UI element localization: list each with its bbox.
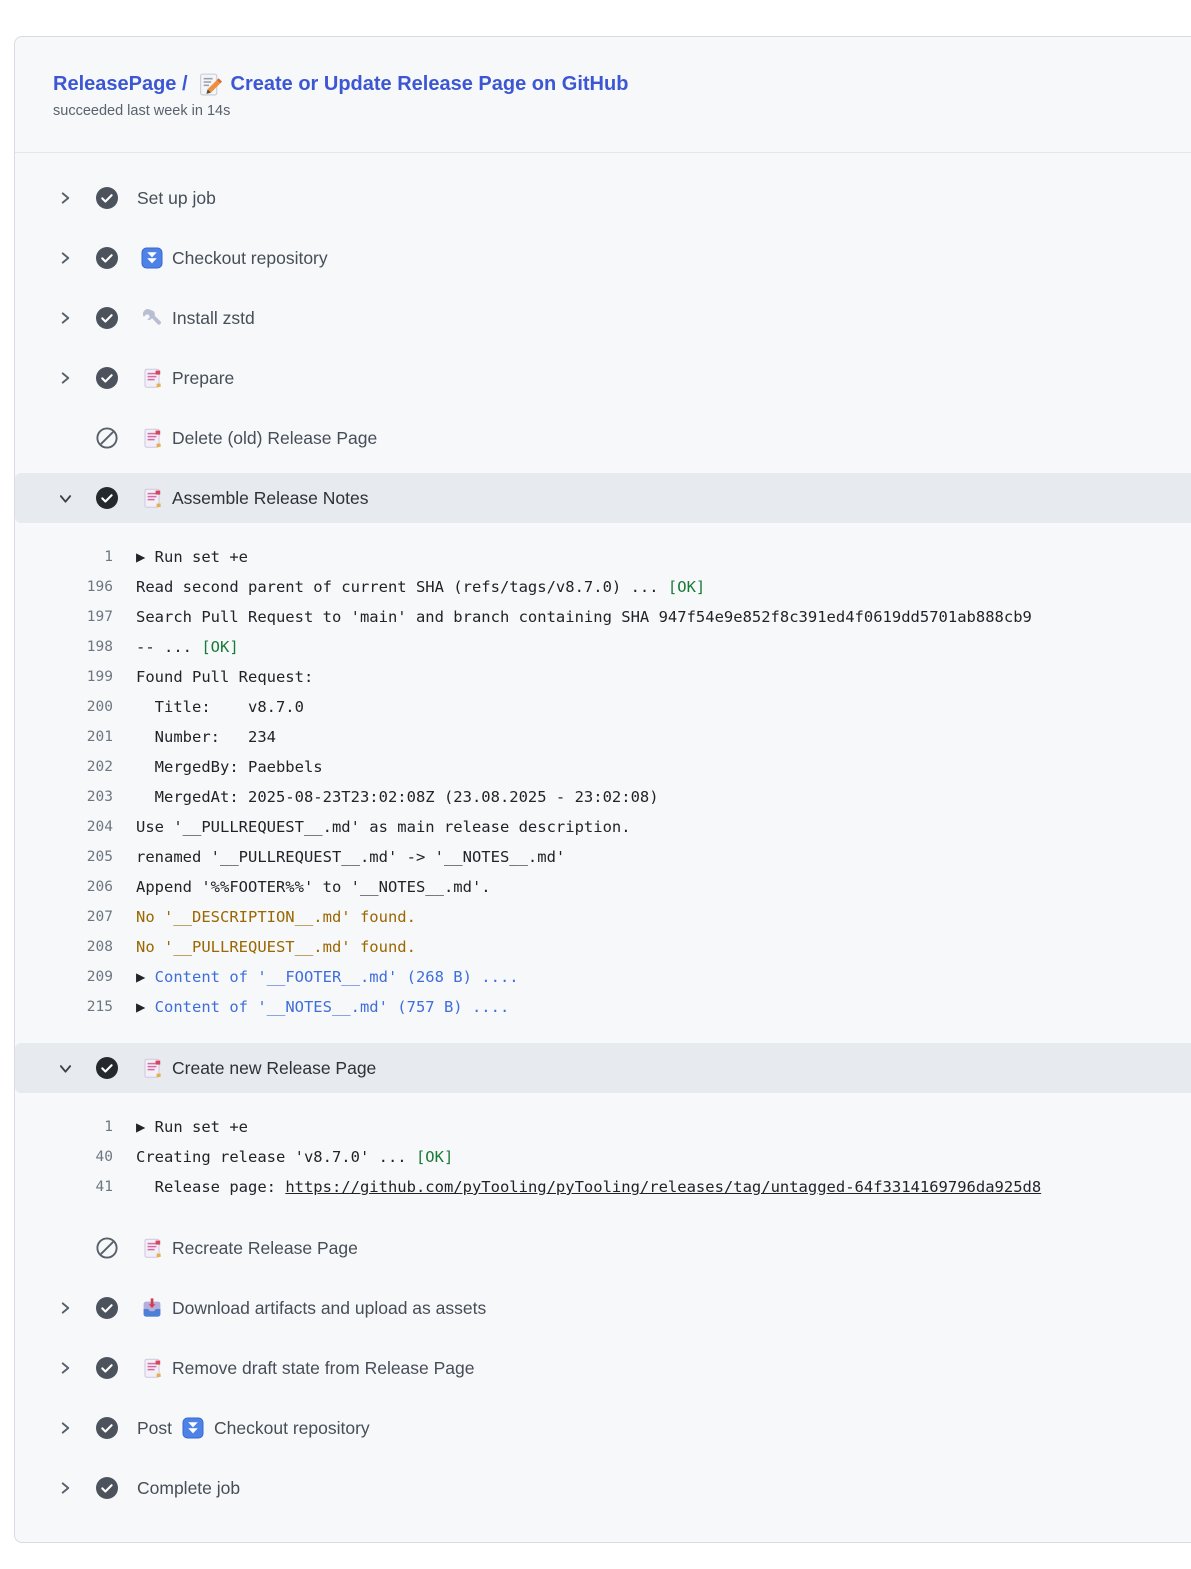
step-label: Assemble Release Notes <box>172 487 369 508</box>
log-line <box>15 1112 1191 1142</box>
log-line <box>15 542 1191 572</box>
release-page-link[interactable]: https://github.com/pyTooling/pyTooling/releases/tag/untagged-64f3314169796da925d8 <box>285 1178 1042 1196</box>
log-assemble-release-notes <box>15 523 1191 1043</box>
step-prepare[interactable] <box>15 348 1191 408</box>
breadcrumb[interactable]: ReleasePage / <box>53 73 188 95</box>
chevron-right-icon[interactable] <box>59 1301 72 1315</box>
skipped-icon <box>96 1237 118 1259</box>
line-number[interactable]: 215 <box>86 999 113 1015</box>
log-line <box>15 692 1191 722</box>
line-number[interactable]: 199 <box>86 669 113 685</box>
chevron-placeholder <box>59 431 72 445</box>
success-check-icon <box>96 1417 118 1439</box>
page-icon <box>141 1357 163 1379</box>
log-command-toggle[interactable]: ▶ Run set +e <box>136 1118 248 1136</box>
log-line <box>15 1172 1191 1202</box>
step-label: Complete job <box>137 1477 241 1498</box>
page-icon <box>141 427 163 449</box>
line-number[interactable]: 196 <box>86 579 113 595</box>
success-check-icon <box>96 1357 118 1379</box>
log-text: Run set +e <box>154 1118 248 1136</box>
step-create-new-release-page[interactable] <box>15 1043 1191 1093</box>
page-icon <box>141 1057 163 1079</box>
step-label: Checkout repository <box>214 1417 370 1438</box>
chevron-down-icon[interactable] <box>59 1061 72 1075</box>
step-delete-old-release-page <box>15 408 1191 468</box>
line-number[interactable]: 198 <box>86 639 113 655</box>
chevron-right-icon[interactable] <box>59 311 72 325</box>
step-recreate-release-page <box>15 1218 1191 1278</box>
wrench-icon <box>141 307 163 329</box>
log-line <box>15 662 1191 692</box>
success-check-icon <box>96 367 118 389</box>
log-ok-badge: [OK] <box>415 1148 454 1166</box>
line-number[interactable]: 202 <box>86 759 113 775</box>
inbox-tray-icon <box>141 1297 163 1319</box>
log-text: Found Pull Request: <box>136 668 314 686</box>
log-text: MergedBy: Paebbels <box>136 758 323 776</box>
log-ok-badge: [OK] <box>667 578 706 596</box>
workflow-job-card <box>14 36 1191 1543</box>
step-download-artifacts[interactable] <box>15 1278 1191 1338</box>
success-check-icon <box>96 1057 118 1079</box>
section-create-new-release-page <box>15 1043 1191 1218</box>
log-line <box>15 782 1191 812</box>
success-check-icon <box>96 307 118 329</box>
checkout-icon <box>141 247 163 269</box>
success-check-icon <box>96 1477 118 1499</box>
log-line <box>15 992 1191 1022</box>
chevron-right-icon[interactable] <box>59 1361 72 1375</box>
log-group-link: Content of '__NOTES__.md' (757 B) .... <box>154 998 510 1016</box>
log-warning-text: No '__DESCRIPTION__.md' found. <box>136 908 416 926</box>
line-number[interactable]: 197 <box>86 609 113 625</box>
log-text: Title: v8.7.0 <box>136 698 304 716</box>
log-group-link: Content of '__FOOTER__.md' (268 B) .... <box>154 968 519 986</box>
log-text: -- ... <box>136 638 202 656</box>
log-line <box>15 572 1191 602</box>
step-set-up-job[interactable] <box>15 168 1191 228</box>
log-line <box>15 1142 1191 1172</box>
log-line <box>15 602 1191 632</box>
step-remove-draft-state[interactable] <box>15 1338 1191 1398</box>
job-status-text: succeeded last week in 14s <box>53 103 231 119</box>
chevron-right-icon[interactable] <box>59 1421 72 1435</box>
step-label: Remove draft state from Release Page <box>172 1357 475 1378</box>
log-line <box>15 902 1191 932</box>
line-number[interactable]: 41 <box>95 1179 113 1195</box>
page-icon <box>141 487 163 509</box>
step-install-zstd[interactable] <box>15 288 1191 348</box>
log-line <box>15 872 1191 902</box>
success-check-icon <box>96 247 118 269</box>
step-post-checkout-repository[interactable] <box>15 1398 1191 1458</box>
line-number[interactable]: 1 <box>104 549 113 565</box>
log-create-new-release-page <box>15 1093 1191 1218</box>
page-icon <box>141 367 163 389</box>
success-check-icon <box>96 1297 118 1319</box>
line-number[interactable]: 209 <box>86 969 113 985</box>
chevron-right-icon[interactable] <box>59 251 72 265</box>
section-assemble-release-notes <box>15 473 1191 1043</box>
line-number[interactable]: 207 <box>86 909 113 925</box>
log-line <box>15 962 1191 992</box>
log-line <box>15 722 1191 752</box>
step-complete-job[interactable] <box>15 1458 1191 1518</box>
log-text: Number: 234 <box>136 728 276 746</box>
step-assemble-release-notes[interactable] <box>15 473 1191 523</box>
steps-list <box>15 153 1191 1518</box>
line-number[interactable]: 206 <box>86 879 113 895</box>
memo-icon <box>197 72 222 97</box>
success-check-icon <box>96 487 118 509</box>
line-number[interactable]: 205 <box>86 849 113 865</box>
log-line <box>15 812 1191 842</box>
log-line <box>15 842 1191 872</box>
log-warning-text: No '__PULLREQUEST__.md' found. <box>136 938 416 956</box>
step-label: Install zstd <box>172 307 255 328</box>
job-header <box>15 37 1191 153</box>
line-number[interactable]: 40 <box>95 1149 113 1165</box>
chevron-right-icon[interactable] <box>59 191 72 205</box>
step-label: Set up job <box>137 187 216 208</box>
log-group-toggle[interactable]: ▶ Content of '__FOOTER__.md' (268 B) .... <box>136 968 519 986</box>
chevron-right-icon[interactable] <box>59 371 72 385</box>
log-text: Read second parent of current SHA (refs/tags/v8.7.0) ... <box>136 578 668 596</box>
checkout-icon <box>182 1417 204 1439</box>
chevron-right-icon[interactable] <box>59 1481 72 1495</box>
log-text: Run set +e <box>154 548 248 566</box>
step-label: Delete (old) Release Page <box>172 427 378 448</box>
step-label: Recreate Release Page <box>172 1237 358 1258</box>
job-title-row <box>53 70 1153 98</box>
log-group-toggle[interactable]: ▶ Content of '__NOTES__.md' (757 B) .... <box>136 998 510 1016</box>
step-label: Create new Release Page <box>172 1057 377 1078</box>
log-text: Append '%%FOOTER%%' to '__NOTES__.md'. <box>136 878 491 896</box>
success-check-icon <box>96 187 118 209</box>
log-text: renamed '__PULLREQUEST__.md' -> '__NOTES__.md' <box>136 848 566 866</box>
step-label: Prepare <box>172 367 235 388</box>
page-icon <box>141 1237 163 1259</box>
log-text: Search Pull Request to 'main' and branch containing SHA 947f54e9e852f8c391ed4f0619dd5701ab888cb9 <box>136 608 1032 626</box>
log-ok-badge: [OK] <box>201 638 239 656</box>
line-number[interactable]: 1 <box>104 1119 113 1135</box>
step-label-post-prefix: Post <box>137 1417 173 1438</box>
line-number[interactable]: 204 <box>86 819 113 835</box>
line-number[interactable]: 208 <box>86 939 113 955</box>
page-title: Create or Update Release Page on GitHub <box>230 73 629 95</box>
log-line <box>15 932 1191 962</box>
skipped-icon <box>96 427 118 449</box>
log-line <box>15 632 1191 662</box>
log-text: MergedAt: 2025-08-23T23:02:08Z (23.08.2025 - 23:02:08) <box>136 788 659 806</box>
line-number[interactable]: 201 <box>86 729 113 745</box>
log-line <box>15 752 1191 782</box>
log-text: Release page: <box>136 1178 286 1196</box>
line-number[interactable]: 203 <box>86 789 113 805</box>
log-text: Creating release 'v8.7.0' ... <box>136 1148 416 1166</box>
log-command-toggle[interactable]: ▶ Run set +e <box>136 548 248 566</box>
chevron-placeholder <box>59 1241 72 1255</box>
line-number[interactable]: 200 <box>86 699 113 715</box>
step-checkout-repository[interactable] <box>15 228 1191 288</box>
chevron-down-icon[interactable] <box>59 491 72 505</box>
log-text: Use '__PULLREQUEST__.md' as main release description. <box>136 818 631 836</box>
step-label: Download artifacts and upload as assets <box>172 1297 487 1318</box>
step-label: Checkout repository <box>172 247 328 268</box>
